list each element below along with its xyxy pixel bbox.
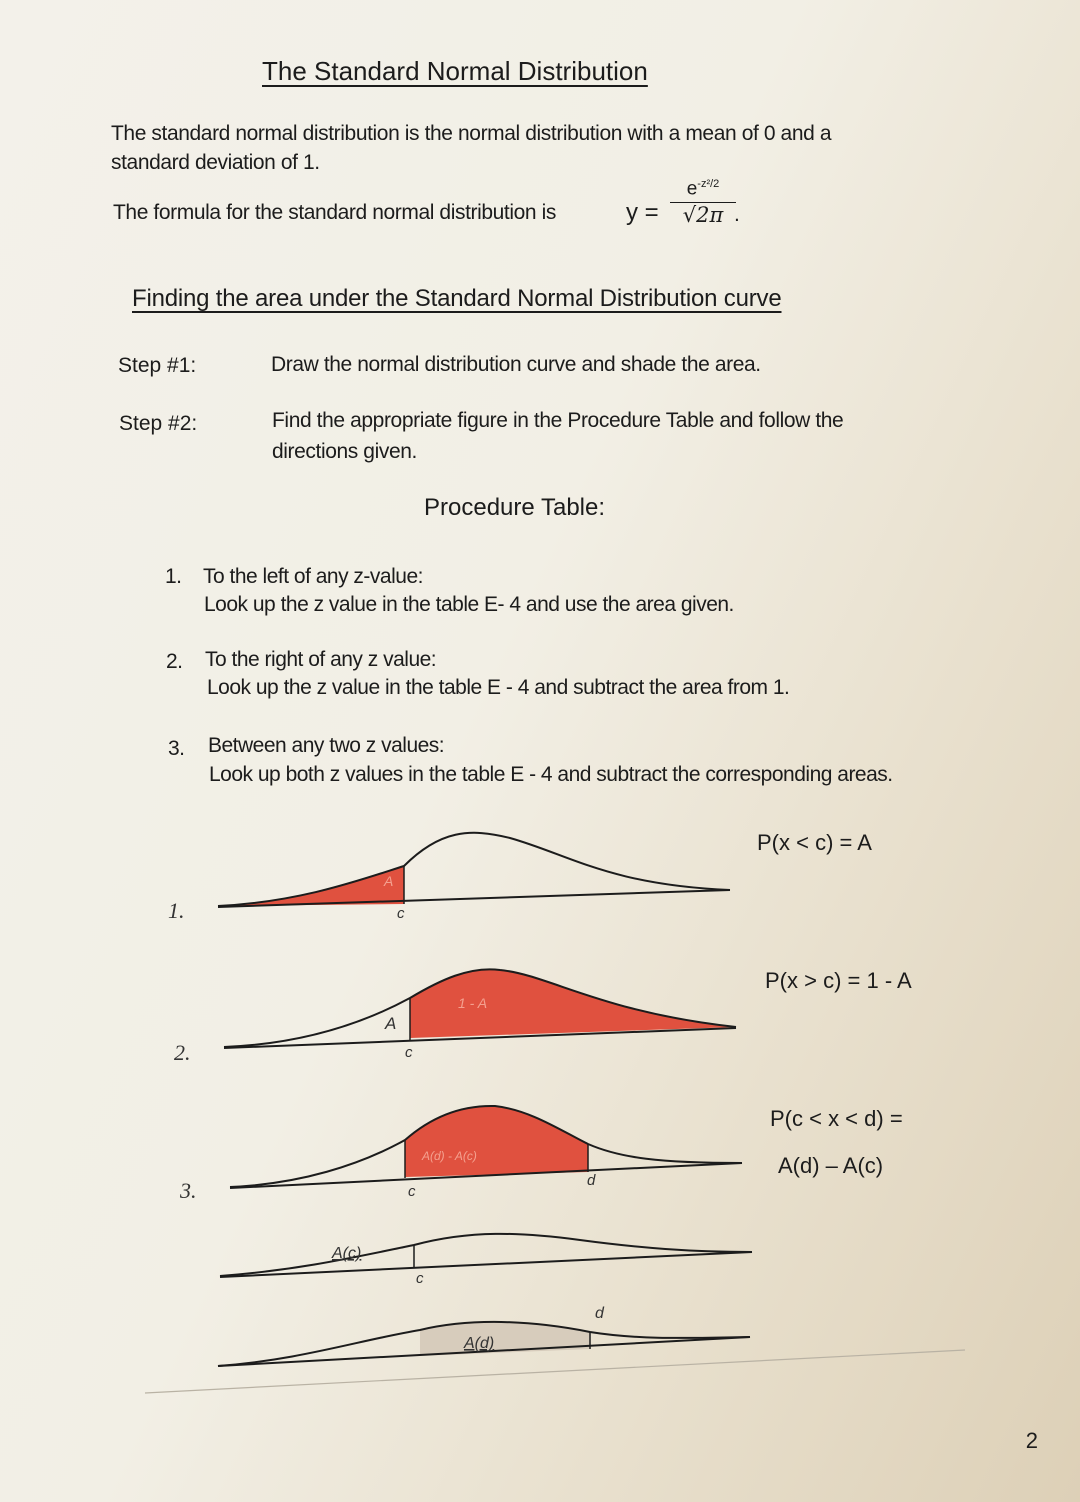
figure-3-number: 3. <box>180 1178 197 1203</box>
page-title: The Standard Normal Distribution <box>262 56 648 86</box>
figure-3-formula-line1: P(c < x < d) = <box>770 1106 903 1131</box>
procedure-item-3-heading: Between any two z values: <box>208 734 445 757</box>
step-2-text-line1: Find the appropriate figure in the Procedure Table and follow the <box>272 409 844 432</box>
formula-period: . <box>734 203 740 226</box>
figure-3-c-label: c <box>408 1183 416 1200</box>
figure-2-left-label: A <box>385 1014 397 1033</box>
step-2-label: Step #2: <box>119 412 198 435</box>
figure-1-formula: P(x < c) = A <box>757 830 872 855</box>
sub-c-c-label: c <box>416 1270 424 1287</box>
formula-y: y = <box>626 199 659 226</box>
figure-2-number: 2. <box>174 1040 191 1065</box>
definition-line-1: The standard normal distribution is the normal distribution with a mean of 0 and a <box>111 122 832 145</box>
figure-3-curve <box>230 1106 742 1200</box>
formula-numerator-base: e <box>686 178 698 200</box>
procedure-item-1-heading: To the left of any z-value: <box>203 565 423 588</box>
figure-1-number: 1. <box>168 898 185 923</box>
figure-3-shaded-area <box>405 1106 588 1177</box>
procedure-item-1-number: 1. <box>165 565 182 588</box>
figure-1-bell-curve <box>218 833 730 906</box>
figure-1-curve <box>218 833 730 922</box>
procedure-item-3-number: 3. <box>168 737 185 760</box>
step-2-text-line2: directions given. <box>272 440 417 463</box>
sub-c-baseline <box>220 1252 752 1277</box>
procedure-item-2-heading: To the right of any z value: <box>205 648 437 671</box>
step-1-label: Step #1: <box>118 354 197 377</box>
procedure-title: Procedure Table: <box>424 494 606 521</box>
figure-1-c-label: c <box>397 905 405 922</box>
page-number: 2 <box>1025 1428 1038 1453</box>
figure-1-shaded-label: A <box>384 873 394 889</box>
procedure-item-3-detail: Look up both z values in the table E - 4 and subtract the corresponding areas. <box>209 763 893 786</box>
figure-2-curve <box>224 969 736 1061</box>
step-1-text: Draw the normal distribution curve and shade the area. <box>271 353 761 376</box>
figure-2-formula: P(x > c) = 1 - A <box>765 968 912 993</box>
formula-intro-text: The formula for the standard normal distribution is <box>113 201 556 224</box>
procedure-item-2-detail: Look up the z value in the table E - 4 and subtract the area from 1. <box>207 676 790 699</box>
figure-1-shaded-area <box>218 866 404 906</box>
figure-3-d-label: d <box>587 1172 596 1189</box>
sub-d-d-label: d <box>595 1305 604 1322</box>
sub-d-area-label: A(d) <box>464 1335 495 1352</box>
formula-numerator-exponent: -z²/2 <box>697 178 720 190</box>
page-divider-line <box>145 1350 965 1393</box>
figure-2-c-label: c <box>405 1044 413 1061</box>
section-title-text: Finding the area under the Standard Normal Distribution curve <box>132 285 782 312</box>
formula-denominator: √2π <box>682 203 724 228</box>
definition-line-2: standard deviation of 1. <box>111 151 320 174</box>
figure-3-formula-line2: A(d) – A(c) <box>778 1153 884 1178</box>
procedure-item-1-detail: Look up the z value in the table E- 4 and use the area given. <box>204 593 734 616</box>
figure-3-shaded-label: A(d) - A(c) <box>422 1149 477 1163</box>
figure-3-sub-d <box>218 1305 750 1366</box>
procedure-item-2-number: 2. <box>166 650 183 673</box>
figure-2-shaded-label: 1 - A <box>458 995 488 1011</box>
sub-c-area-label: A(c) <box>332 1245 362 1262</box>
figure-3-sub-c <box>220 1234 752 1287</box>
